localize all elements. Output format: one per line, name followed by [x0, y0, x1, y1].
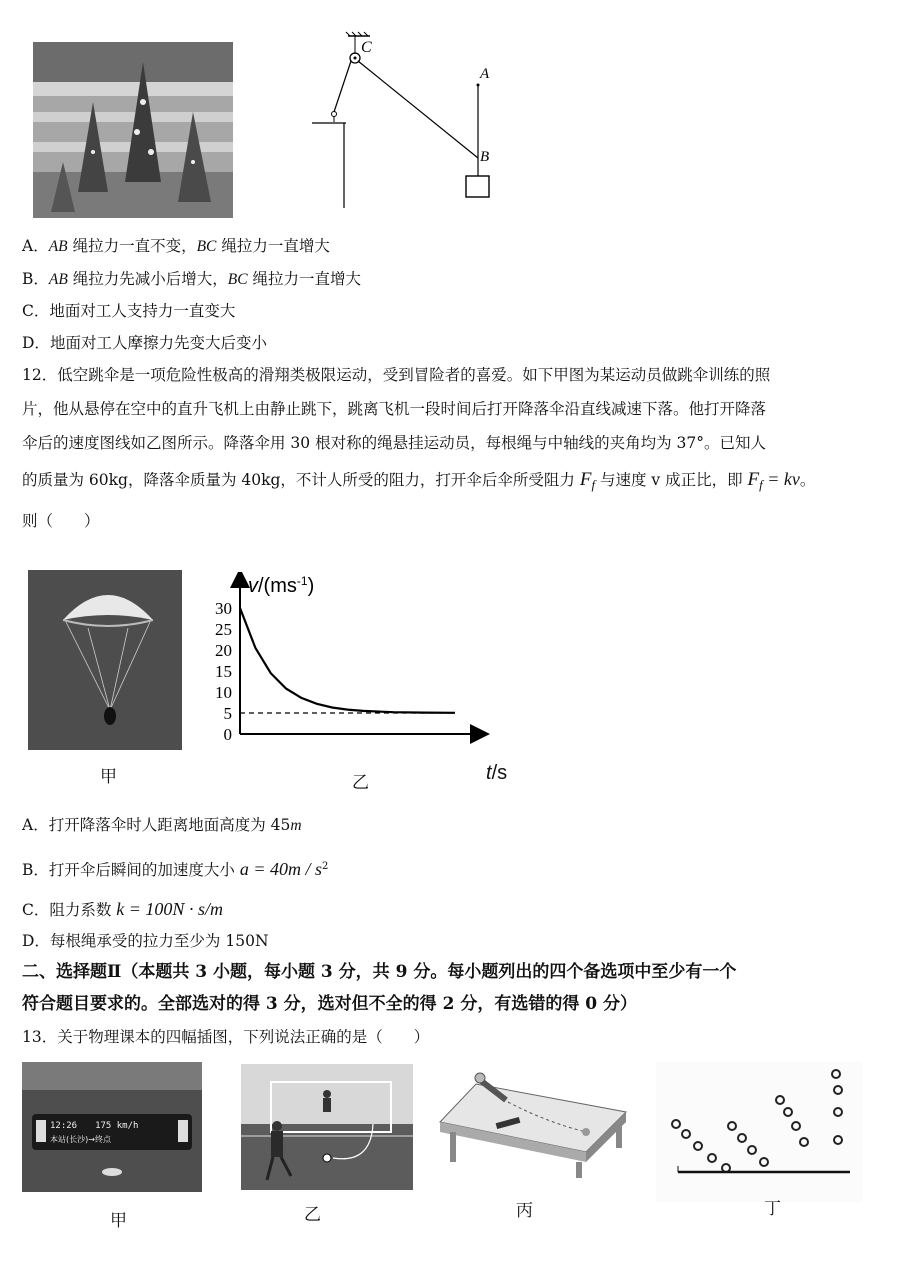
train-display-photo — [22, 1062, 202, 1192]
velocity-time-chart — [200, 572, 500, 792]
soccer-photo — [241, 1064, 413, 1190]
q13-stem: 13．关于物理课本的四幅插图，下列说法正确的是（ ） — [22, 1028, 430, 1046]
caption-13-yi: 乙 — [304, 1205, 321, 1225]
q11-option-d: D．地面对工人摩擦力先变大后变小 — [22, 334, 267, 352]
pulley-diagram — [300, 30, 520, 210]
q11-option-c: C．地面对工人支持力一直变大 — [22, 302, 236, 320]
train-display-row1: 12:26 175 km/h — [50, 1121, 139, 1131]
caption-yi: 乙 — [352, 773, 369, 793]
y-tick-label: 10 — [215, 683, 232, 702]
projectile-balls-diagram — [656, 1062, 862, 1202]
train-display-row2: 本站(长沙)→终点 — [50, 1135, 111, 1144]
q11-option-b: B．AB 绳拉力先减小后增大，BC 绳拉力一直增大 — [22, 270, 362, 288]
q12-stem-line1: 12．低空跳伞是一项危险性极高的滑翔类极限运动，受到冒险者的喜爱。如下甲图为某运动员做跳伞训练的照 — [22, 366, 771, 384]
table-ramp-diagram — [436, 1062, 636, 1180]
section2-heading-line1: 二、选择题Ⅱ（本题共 3 小题，每小题 3 分，共 9 分。每小题列出的四个备选项中至少有一个 — [22, 962, 737, 982]
q12-stem-line3: 伞后的速度图线如乙图所示。降落伞用 30 根对称的绳悬挂运动员，每根绳与中轴线的夹角均为 37°。已知人 — [22, 434, 766, 452]
q12-stem-line4: 的质量为 60kg，降落伞质量为 40kg，不计人所受的阻力，打开伞后伞所受阻力 $F_f$ 与速度 v 成正比，即 $F_f$ = kv。 — [22, 469, 816, 493]
x-axis-label: t/s — [486, 762, 508, 784]
y-tick-label: 15 — [215, 662, 232, 681]
caption-13-bing: 丙 — [516, 1201, 533, 1221]
label-a: A — [480, 66, 490, 82]
parachute-photo — [28, 570, 182, 750]
q12-option-b: B．打开伞后瞬间的加速度大小 $a = 40m / s^2$ — [22, 859, 329, 880]
label-c: C — [361, 39, 372, 56]
q12-option-c: C．阻力系数 k = 100N · s/m — [22, 899, 223, 919]
y-tick-label: 5 — [223, 704, 232, 723]
y-tick-label: 20 — [215, 641, 232, 660]
label-b: B — [480, 149, 490, 165]
velocity-curve — [240, 608, 455, 713]
y-tick-label: 0 — [223, 725, 232, 744]
q12-option-d: D．每根绳承受的拉力至少为 150N — [22, 932, 269, 950]
q12-stem-line2: 片，他从悬停在空中的直升飞机上由静止跳下，跳离飞机一段时间后打开降落伞沿直线减速下落。他打开降落 — [22, 400, 767, 418]
q12-option-a: A．打开降落伞时人距离地面高度为 45m — [22, 816, 302, 834]
y-axis-label: $v/(ms^{-1})$ — [248, 574, 315, 597]
mall-photo — [33, 42, 233, 218]
y-tick-label: 25 — [215, 620, 232, 639]
caption-13-ding: 丁 — [764, 1199, 781, 1219]
q11-option-a: A．AB 绳拉力一直不变，BC 绳拉力一直增大 — [22, 237, 330, 255]
q12-stem-line5: 则（ ） — [22, 512, 100, 530]
section2-heading-line2: 符合题目要求的。全部选对的得 3 分，选对但不全的得 2 分，有选错的得 0 分） — [22, 994, 637, 1014]
y-tick-label: 30 — [215, 599, 232, 618]
caption-jia: 甲 — [100, 767, 117, 787]
caption-13-jia: 甲 — [110, 1211, 127, 1231]
